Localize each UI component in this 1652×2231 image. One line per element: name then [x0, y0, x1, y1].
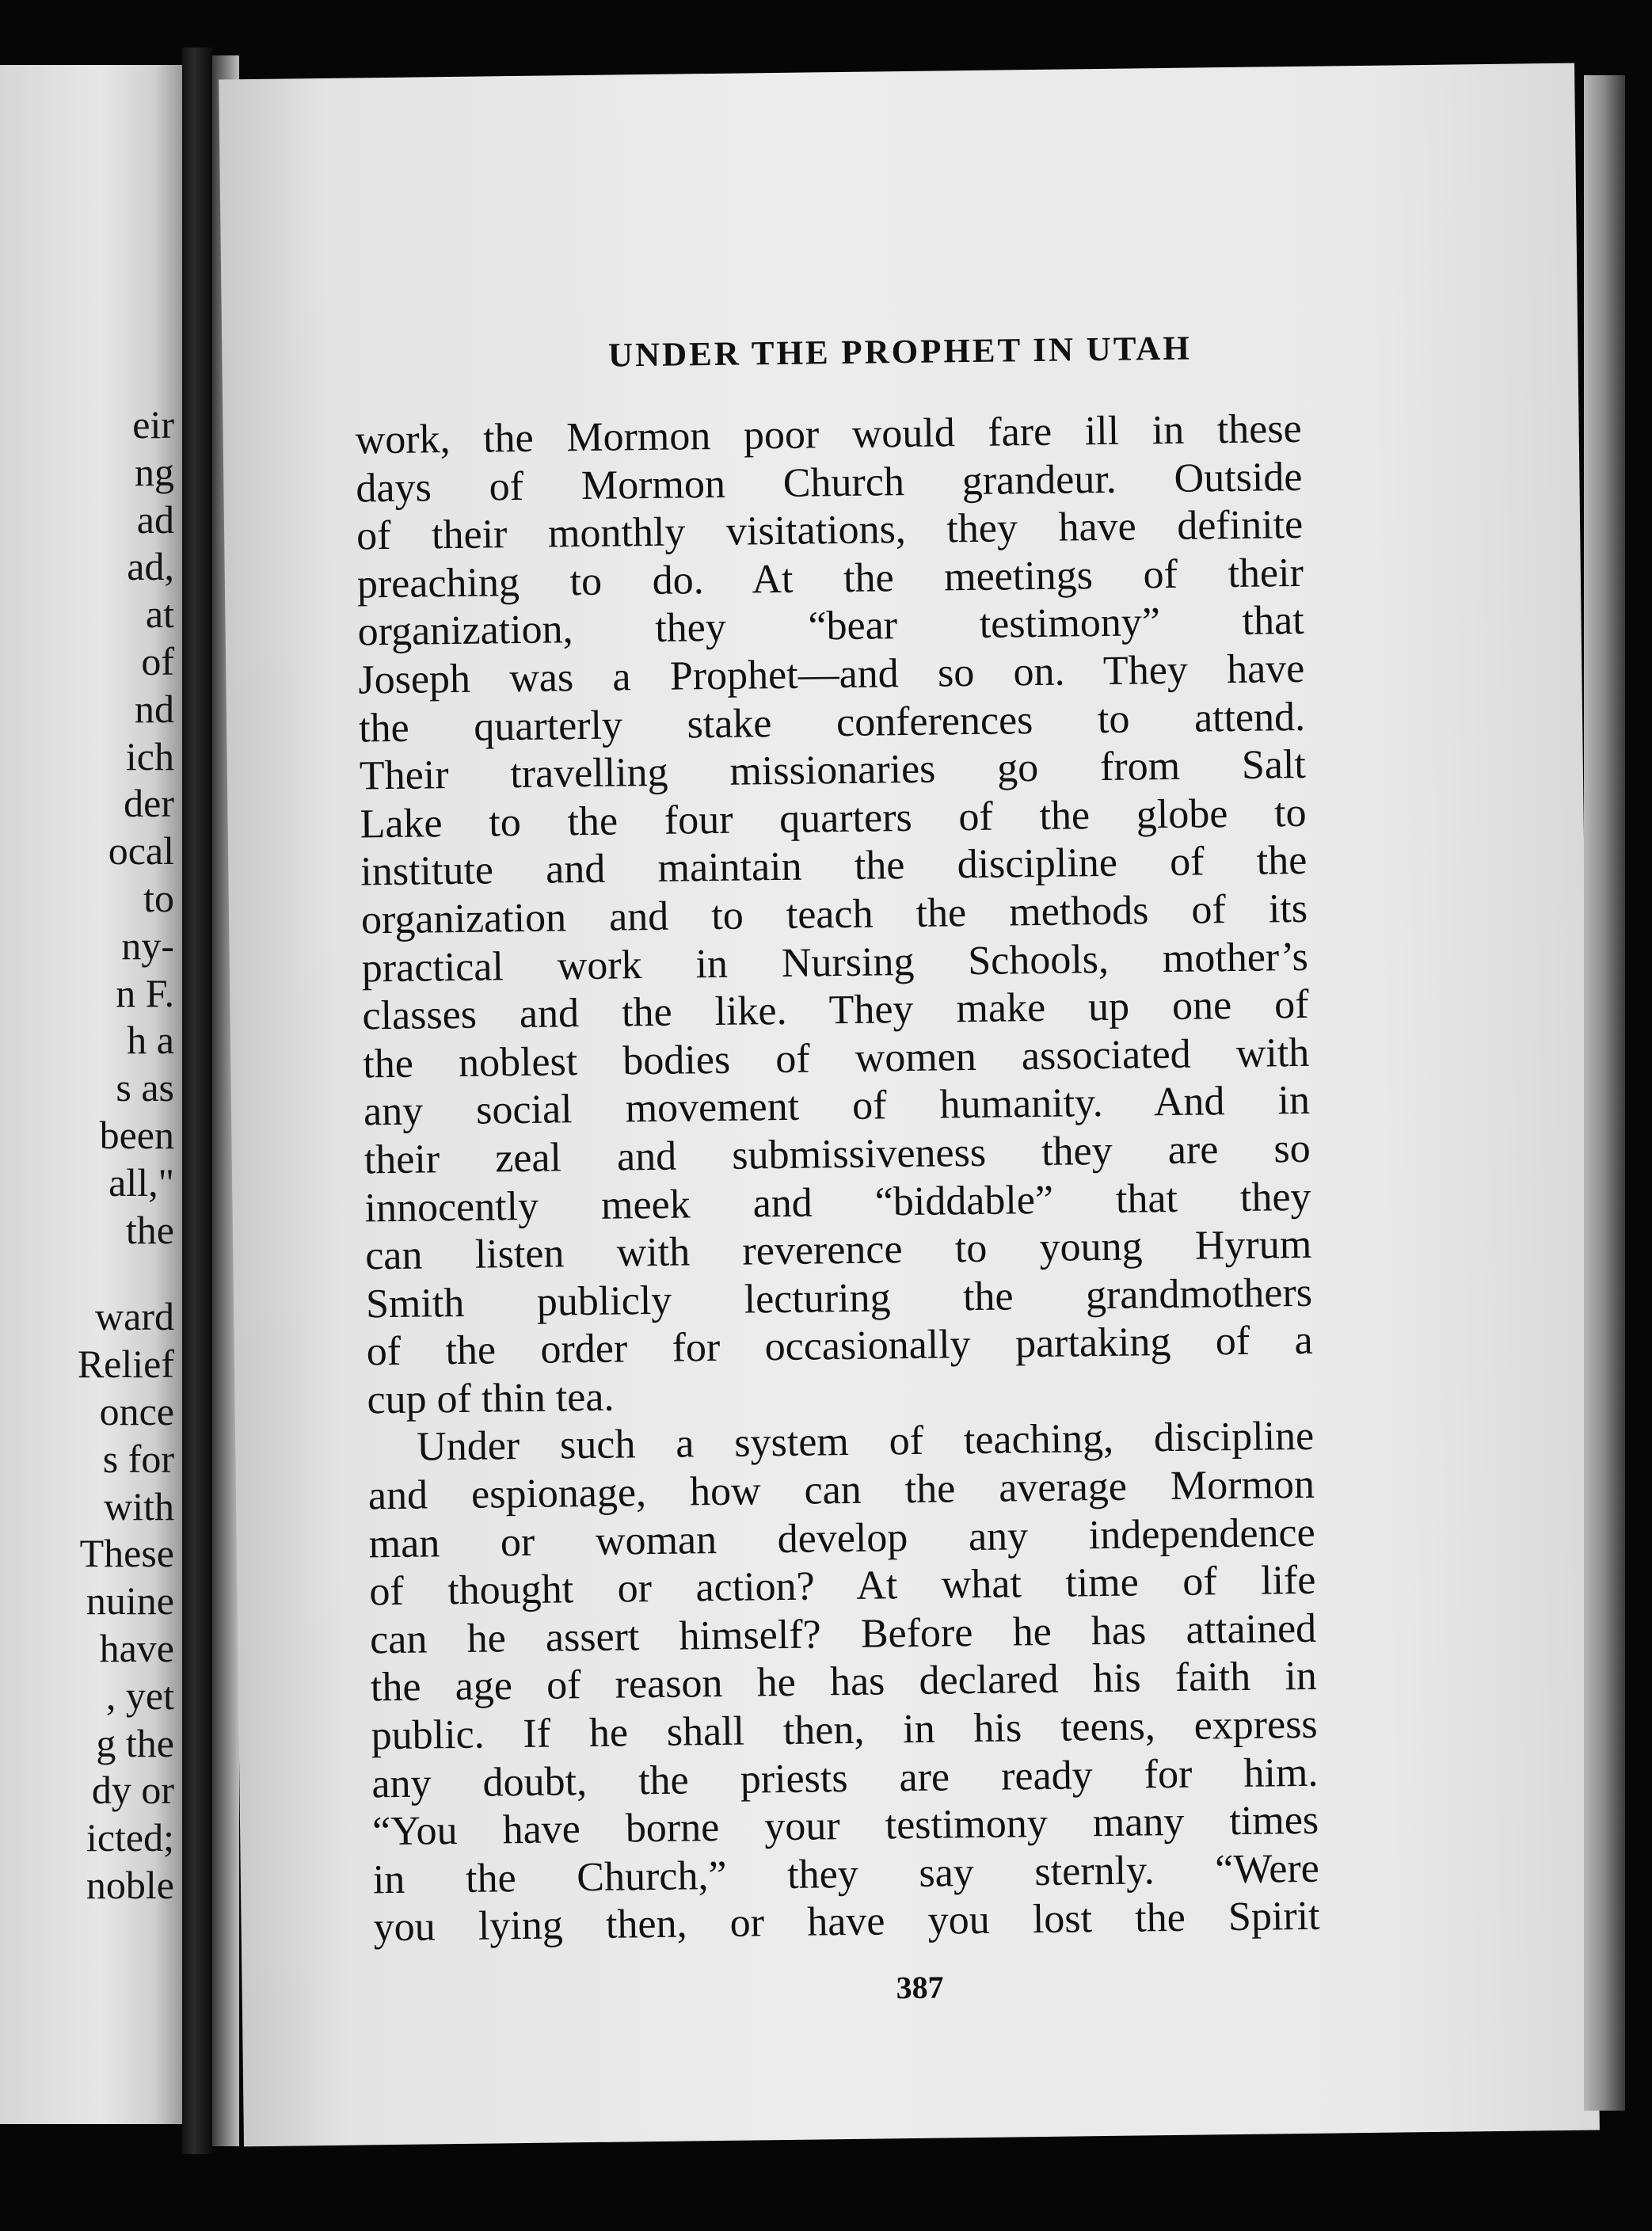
text-line: can listen with reverence to young Hyrum: [364, 1221, 1312, 1279]
text-line: any doubt, the priests are ready for him.: [371, 1749, 1319, 1807]
left-line: eir: [132, 402, 174, 447]
text-line: Smith publicly lecturing the grandmothers: [365, 1270, 1313, 1327]
page-body: [355, 405, 1320, 1952]
left-line: to: [143, 875, 174, 920]
text-line: can he assert himself? Before he has attained: [369, 1605, 1317, 1663]
left-line: noble: [86, 1862, 174, 1907]
left-line: with: [104, 1483, 174, 1529]
right-main-page: [219, 63, 1600, 2147]
left-line: g the: [96, 1720, 174, 1765]
left-line: ng: [135, 449, 174, 494]
left-line: been: [99, 1112, 174, 1157]
left-line: s for: [102, 1436, 174, 1481]
text-line: any social movement of humanity. And in: [363, 1078, 1311, 1135]
left-line: ny-: [121, 923, 174, 968]
left-line: dy or: [91, 1768, 174, 1813]
text-line: public. If he shall then, in his teens, express: [371, 1701, 1318, 1759]
text-line: the noblest bodies of women associated with: [362, 1030, 1310, 1087]
text-line: the age of reason he has declared his faith in: [370, 1654, 1318, 1711]
left-line: These: [79, 1531, 174, 1576]
left-line: ad: [136, 497, 174, 542]
left-line: , yet: [105, 1673, 174, 1718]
text-line: the quarterly stake conferences to attend.: [358, 694, 1306, 752]
left-line: the: [125, 1207, 174, 1252]
text-line: and espionage, how can the average Mormon: [367, 1461, 1315, 1519]
left-line: all,": [108, 1159, 174, 1205]
left-line: nd: [135, 686, 174, 731]
text-line: organization and to teach the methods of its: [360, 885, 1308, 943]
page-edge-shadow: [1584, 75, 1625, 2111]
left-line: Relief: [77, 1342, 174, 1387]
text-line: institute and maintain the discipline of the: [360, 838, 1308, 895]
text-line: of thought or action? At what time of life: [369, 1558, 1316, 1615]
text-line: classes and the like. They make up one of: [362, 981, 1309, 1039]
text-line: of their monthly visitations, they have definite: [356, 502, 1304, 559]
left-line: once: [99, 1388, 174, 1433]
left-line: at: [145, 592, 174, 637]
left-line: s as: [116, 1065, 174, 1110]
book-gutter: [182, 48, 212, 2154]
text-line: days of Mormon Church grandeur. Outside: [356, 454, 1303, 512]
left-line: ward: [95, 1294, 174, 1339]
text-line: Lake to the four quarters of the globe to: [360, 790, 1307, 847]
text-line: cup of thin tea.: [367, 1374, 615, 1423]
left-facing-page: [0, 65, 182, 2124]
left-line: ich: [125, 733, 174, 779]
text-line: organization, they “bear testimony” that: [357, 598, 1304, 655]
text-line: in the Church,” they say sternly. “Were: [372, 1845, 1320, 1903]
page-number: 387: [896, 1969, 944, 2006]
text-line: “You have borne your testimony many times: [371, 1797, 1319, 1855]
left-line: h a: [127, 1018, 174, 1063]
left-line: n F.: [116, 970, 174, 1015]
left-paragraph-gap: [48, 1254, 174, 1293]
text-line: innocently meek and “biddable” that they: [364, 1174, 1311, 1231]
text-line: practical work in Nursing Schools, mother’s: [361, 934, 1309, 991]
text-line: their zeal and submissiveness they are so: [364, 1125, 1311, 1183]
left-line: nuine: [86, 1578, 174, 1624]
left-line: der: [124, 781, 174, 826]
running-head: UNDER THE PROPHET IN UTAH: [607, 329, 1193, 375]
left-line: icted;: [86, 1815, 174, 1860]
left-line: have: [99, 1625, 174, 1670]
left-line: of: [141, 638, 174, 683]
text-line: Under such a system of teaching, discipline: [416, 1414, 1315, 1471]
text-line: preaching to do. At the meetings of their: [356, 550, 1304, 607]
text-line: of the order for occasionally partaking of a: [366, 1318, 1314, 1375]
text-line: you lying then, or have you lost the Spirit: [373, 1894, 1320, 1951]
left-page-text: [48, 402, 182, 1909]
left-line: ocal: [108, 828, 174, 874]
text-line: Their travelling missionaries go from Salt: [359, 742, 1307, 799]
text-line: man or woman develop any independence: [368, 1510, 1315, 1567]
text-line: work, the Mormon poor would fare ill in these: [355, 405, 1302, 463]
left-line: ad,: [127, 544, 174, 589]
text-line: Joseph was a Prophet—and so on. They have: [358, 645, 1305, 703]
